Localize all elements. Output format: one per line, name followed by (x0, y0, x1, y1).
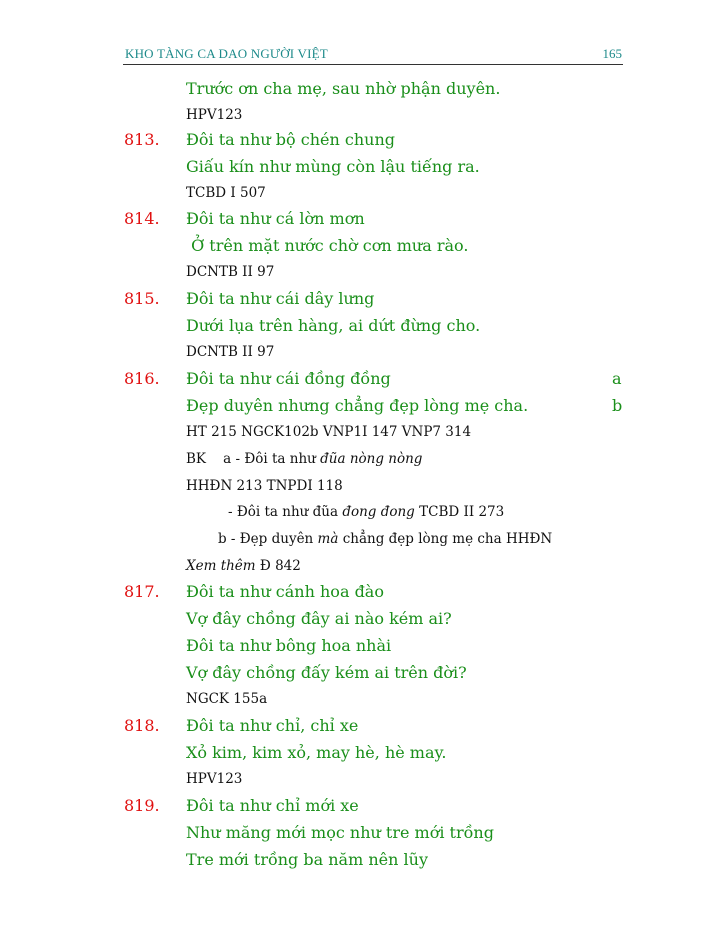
verse-line: Đẹp duyên nhưng chẳng đẹp lòng mẹ cha. (186, 396, 529, 415)
see-also-label: Xem thêm (186, 558, 256, 574)
source-reference: NGCK 155a (186, 691, 268, 707)
verse-line: Xỏ kim, kim xỏ, may hè, hè may. (186, 743, 447, 762)
entry-number: 815. (124, 289, 160, 308)
source-reference: DCNTB II 97 (186, 344, 275, 360)
verse-line: Đôi ta như chỉ, chỉ xe (186, 716, 359, 735)
source-reference: HPV123 (186, 107, 243, 123)
verse-line: Đôi ta như cánh hoa đào (186, 582, 384, 601)
source-reference: HHĐN 213 TNPDI 118 (186, 478, 343, 494)
entry-number: 819. (124, 796, 160, 815)
entry-number: 814. (124, 209, 160, 228)
variant-note (186, 451, 422, 467)
verse-line: Ở trên mặt nước chờ cơn mưa rào. (186, 236, 469, 255)
variant-note-source: TCBD II 273 (414, 504, 505, 520)
header-title: KHO TÀNG CA DAO NGƯỜI VIỆT (125, 46, 328, 61)
source-reference: TCBD I 507 (186, 185, 266, 201)
source-reference: DCNTB II 97 (186, 264, 275, 280)
variant-marker: a (612, 369, 622, 388)
variant-note-text: - Đôi ta như đũa (228, 504, 343, 520)
variant-note-italic: đong đong (342, 504, 415, 520)
variant-note-italic: mà (317, 531, 339, 547)
source-reference: HPV123 (186, 771, 243, 787)
verse-line: Đôi ta như chỉ mới xe (186, 796, 359, 815)
verse-line: Dưới lụa trên hàng, ai dứt đừng cho. (186, 316, 481, 335)
verse-line: Như măng mới mọc như tre mới trồng (186, 823, 494, 842)
variant-note-italic: đũa nòng nòng (320, 451, 423, 467)
entry-number: 817. (124, 582, 160, 601)
verse-line: Đôi ta như cái đồng đồng (186, 369, 391, 388)
variant-note-text: b - Đẹp duyên (218, 531, 318, 547)
verse-line: Đôi ta như cá lờn mơn (186, 209, 365, 228)
verse-line: Đôi ta như bông hoa nhài (186, 636, 392, 655)
verse-line: Đôi ta như cái dây lưng (186, 289, 375, 308)
see-also-ref: Đ 842 (255, 558, 301, 574)
verse-line: Đôi ta như bộ chén chung (186, 130, 396, 149)
variant-marker: b (612, 396, 623, 415)
variant-note-source: chẳng đẹp lòng mẹ cha HHĐN (338, 531, 553, 547)
entry-number: 816. (124, 369, 160, 388)
see-also-note (186, 558, 301, 574)
verse-line: Tre mới trồng ba năm nên lũy (186, 850, 428, 869)
source-reference: HT 215 NGCK102b VNP1I 147 VNP7 314 (186, 424, 472, 440)
verse-line: Vợ đây chồng đấy kém ai trên đời? (186, 663, 467, 682)
variant-note (218, 531, 552, 547)
verse-line: Trước ơn cha mẹ, sau nhờ phận duyên. (186, 79, 501, 98)
verse-line: Vợ đây chồng đây ai nào kém ai? (186, 609, 452, 628)
page-number: 165 (602, 46, 622, 61)
running-header (123, 44, 623, 65)
variant-note-text: BK a - Đôi ta như (186, 451, 321, 467)
variant-note (228, 504, 504, 520)
verse-line: Giấu kín như mùng còn lậu tiếng ra. (186, 157, 480, 176)
entry-number: 818. (124, 716, 160, 735)
entry-number: 813. (124, 130, 160, 149)
